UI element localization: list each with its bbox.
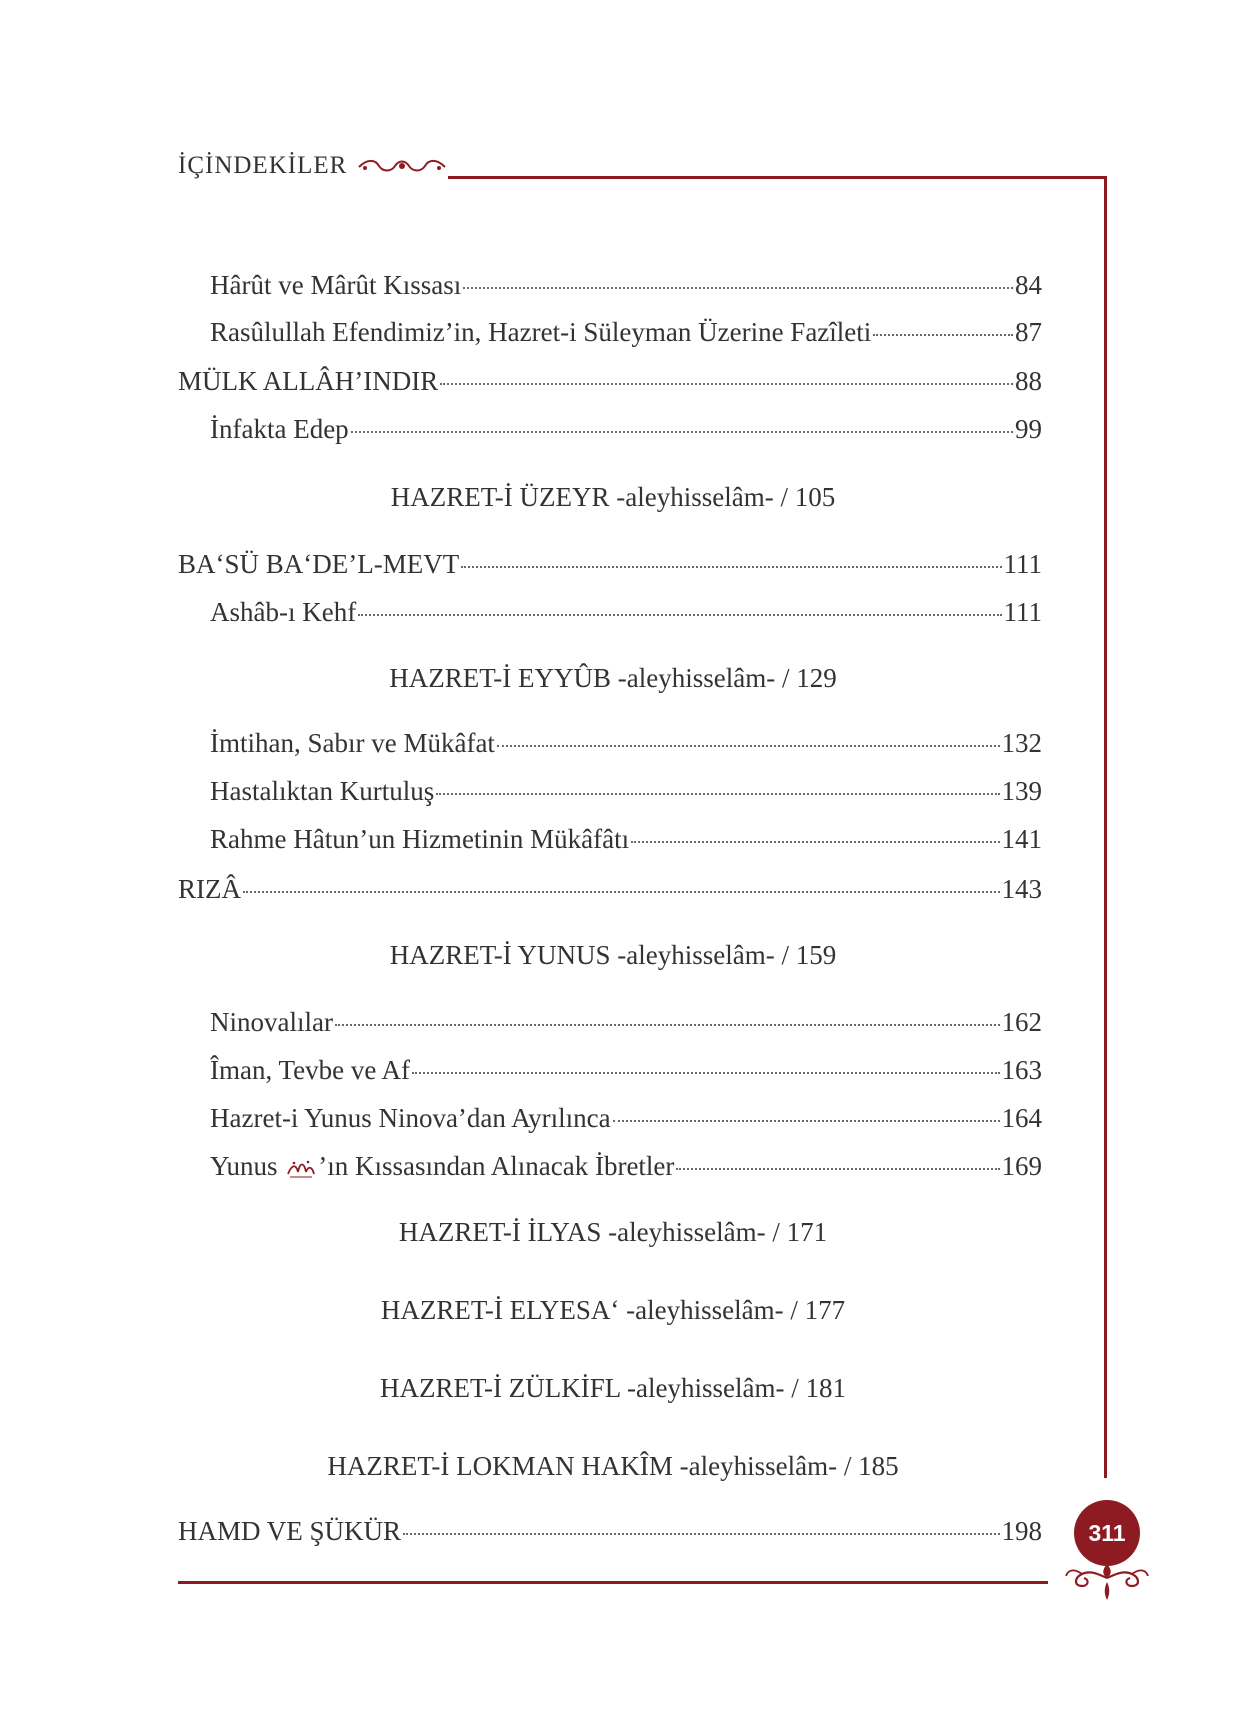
dot-leader [436,793,999,795]
toc-entry[interactable] [178,1514,1042,1548]
dot-leader [613,1120,1000,1122]
header-title: İÇİNDEKİLER [178,152,348,179]
toc-entry-page: 141 [1001,824,1042,854]
toc-entry-page: 143 [1001,874,1042,904]
section-heading[interactable]: HAZRET-İ ZÜLKİFL -aleyhisselâm- / 181 [380,1373,846,1403]
toc-entry-title: Rahme Hâtun’un Hizmetinin Mükâfâtı [210,824,630,854]
section-heading[interactable]: HAZRET-İ EYYÛB -aleyhisselâm- / 129 [389,663,837,693]
dot-leader [461,566,1001,568]
toc-entry-title: İmtihan, Sabır ve Mükâfat [210,728,495,758]
toc-entry[interactable] [210,822,1042,856]
toc-entry-page: 163 [1001,1055,1042,1085]
toc-entry[interactable] [210,1053,1042,1087]
dot-leader [676,1168,999,1170]
page-number-badge: 311 [1074,1500,1140,1566]
toc-entry-title: BA‘SÜ BA‘DE’L-MEVT [178,549,460,579]
toc-entry-page: 111 [1003,549,1042,579]
header-ornament-icon [357,157,447,175]
section-heading[interactable]: HAZRET-İ ÜZEYR -aleyhisselâm- / 105 [390,482,836,512]
toc-entry-page: 164 [1001,1103,1042,1133]
toc-entry-page: 88 [1015,366,1042,396]
toc-entry-title: HAMD VE ŞÜKÜR [178,1516,402,1546]
bottom-ornament-icon [1062,1560,1152,1602]
toc-entry-title: Ninovalılar [210,1007,333,1037]
toc-entry-title: Hastalıktan Kurtuluş [210,776,435,806]
toc-entry[interactable] [210,1149,1042,1183]
dot-leader [403,1533,999,1535]
toc-entry-page: 162 [1001,1007,1042,1037]
section-heading[interactable]: HAZRET-İ YUNUS -aleyhisselâm- / 159 [389,940,837,970]
toc-entry[interactable] [210,1005,1042,1039]
toc-entry-page: 84 [1015,270,1042,300]
toc-entry[interactable] [178,547,1042,581]
toc-entry-title [210,1149,674,1183]
dot-leader [351,431,1013,433]
toc-entry-title: Ashâb-ı Kehf [210,597,357,627]
toc-entry-page: 99 [1015,414,1042,444]
toc-entry-title: Rasûlullah Efendimiz’in, Hazret-i Süleyman Üzerine Fazîleti [210,317,872,347]
section-heading[interactable]: HAZRET-İ ELYESA‘ -aleyhisselâm- / 177 [380,1295,846,1325]
dot-leader [335,1024,1000,1026]
toc-entry-title-part: ’ın Kıssasından Alınacak İbretler [318,1151,675,1181]
dot-leader [631,841,999,843]
dot-leader [440,383,1013,385]
toc-entry[interactable] [210,774,1042,808]
dot-leader [463,287,1013,289]
toc-entry-page: 132 [1001,728,1042,758]
running-header [178,152,447,180]
toc-entry-title: MÜLK ALLÂH’INDIR [178,366,439,396]
toc-entry[interactable] [210,412,1042,446]
toc-entry-page: 139 [1001,776,1042,806]
frame-top-border [448,176,1107,179]
toc-entry-title: Hazret-i Yunus Ninova’dan Ayrılınca [210,1103,611,1133]
dot-leader [358,614,1001,616]
dot-leader [873,334,1013,336]
toc-entry-page: 111 [1003,597,1042,627]
toc-entry-title: RIZÂ [178,874,241,904]
toc-entry-page: 198 [1001,1516,1042,1546]
toc-entry[interactable] [178,872,1042,906]
calligraphy-salutation-icon [286,1158,316,1180]
frame-right-border [1104,176,1107,1478]
section-heading[interactable]: HAZRET-İ İLYAS -aleyhisselâm- / 171 [398,1217,828,1247]
dot-leader [243,891,1000,893]
toc-entry-title: Îman, Tevbe ve Af [210,1055,411,1085]
section-heading[interactable]: HAZRET-İ LOKMAN HAKÎM -aleyhisselâm- / 185 [327,1451,899,1481]
toc-entry-page: 87 [1015,317,1042,347]
dot-leader [497,745,1000,747]
toc-entry[interactable] [210,595,1042,629]
toc-entry-title: İnfakta Edep [210,414,349,444]
toc-entry[interactable] [178,364,1042,398]
toc-entry-page: 169 [1001,1151,1042,1181]
toc-entry-title-part: Yunus [210,1151,278,1181]
toc-entry[interactable] [210,1101,1042,1135]
toc-entry[interactable] [210,315,1042,349]
toc-entry-title: Hârût ve Mârût Kıssası [210,270,462,300]
frame-bottom-border [178,1581,1048,1584]
dot-leader [412,1072,999,1074]
toc-entry[interactable] [210,268,1042,302]
toc-entry[interactable] [210,726,1042,760]
